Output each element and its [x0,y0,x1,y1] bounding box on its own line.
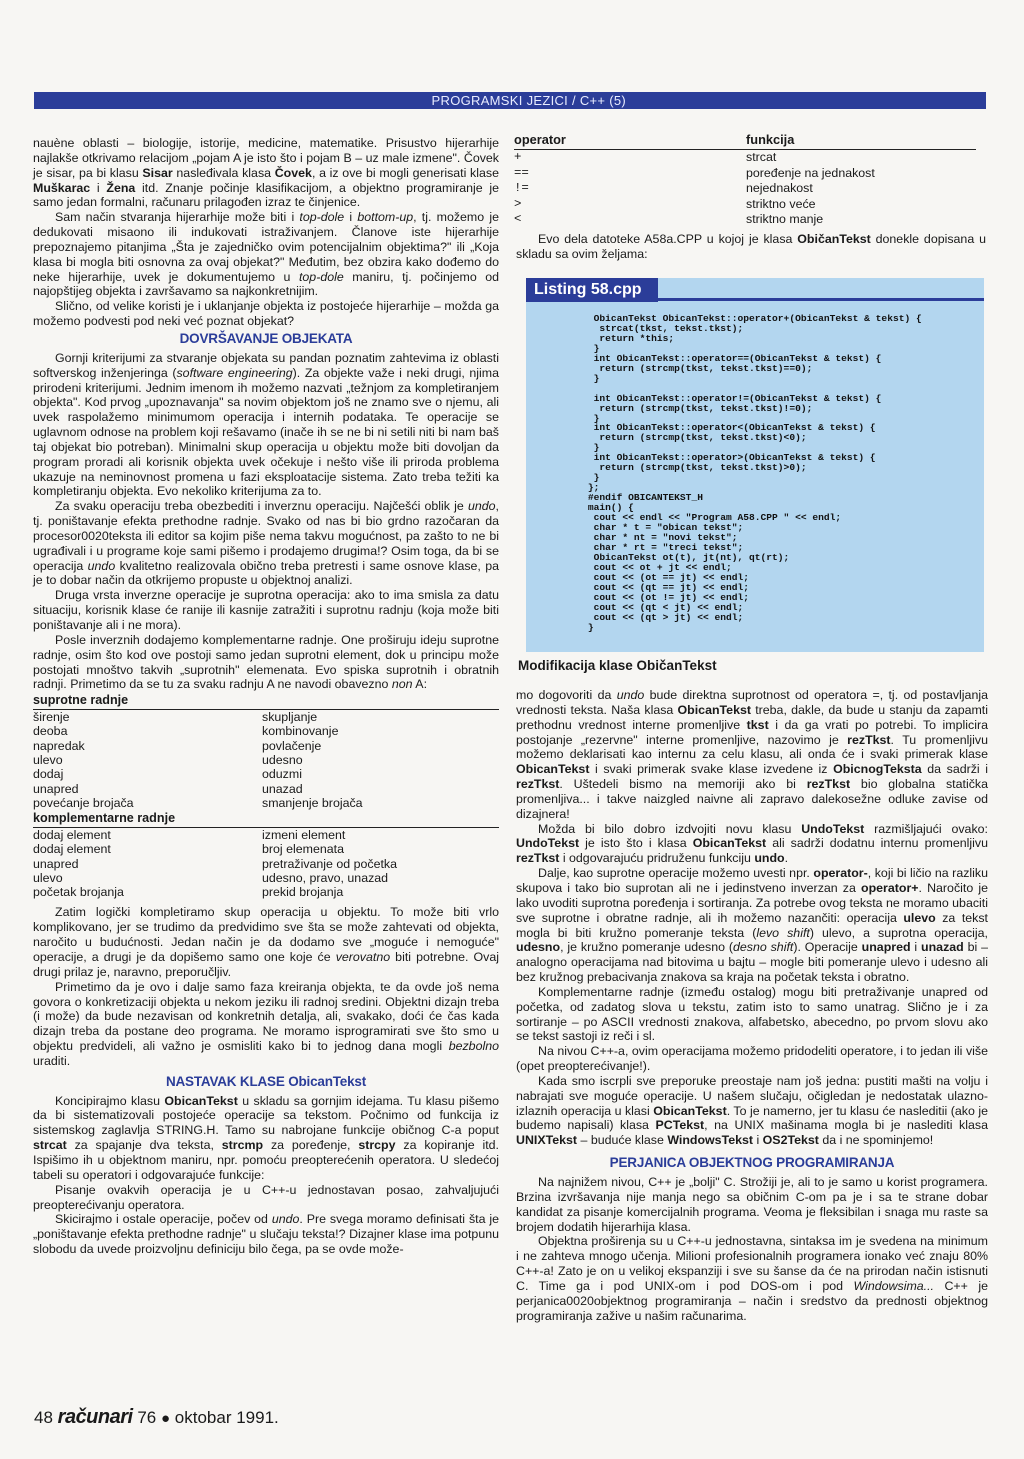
paragraph: Za svaku operaciju treba obezbediti i inverznu operaciju. Najčešći oblik je undo, tj. poništavanje efekta prethodne radnje. Svako od nas bi bio grdno razočaran da procesor0020teksta ili editor sa kojim piše nema takvu mogućnost, pa zašto to ne bi ugrađivali i u programe koje sami pišemo i prodajemo drugima!? Osim toga, da bi se operacija undo kvalitetno realizovala obično treba pretresti i same osnove klase, pa je to dobar način da otkrijemo propuste u objektnoj analizi. [33,499,499,588]
code-listing [526,278,984,652]
function-cell: strcat [746,150,777,164]
table-cell: povećanje brojača [33,795,134,810]
table-cell: oduzmi [262,767,302,782]
paragraph: Slično, od velike koristi je i uklanjanje objekta iz postojeće hijerarhije – možda ga možemo podvesti pod neki već poznat objekat? [33,299,499,329]
operator-cell: + [514,150,522,164]
table-cell: dodaj element [33,842,111,857]
paragraph: Kada smo iscrpli sve preporuke preostaje nam još jedna: pustiti mašti na volju i nabrajati sve moguće operacije. U našem slučaju, očigledan je nedostatak ulazno-izlaznih operacija u klasi ObicanTekst. To je namerno, jer tu klasu će nasleditii (ako je budemo napisali) klasa PCTekst, na UNIX mašinama mogla bi je naslediti klasa UNIXTekst – buduće klase WindowsTekst i OS2Tekst da i ne spominjemo! [516,1073,988,1148]
listing-caption: Modifikacija klase ObičanTekst [518,658,717,673]
header-title: PROGRAMSKI JEZICI / C++ (5) [431,93,626,108]
table-cell: dodaj element [33,827,111,842]
paragraph: Posle inverznih dodajemo komplementarne radnje. One proširuju ideju suprotne radnje, osim što kod ove postoji samo jedan suprotni element, dok u principu može postojati mnoštvo takvih „suprotnih" elemenata. Evo spiska suprotnih i obratnih radnji. Primetimo da se tu za svaku radnju A ne navodi obavezno non A: [33,632,499,692]
table-cell: udesno [262,752,303,767]
col-operator: operator [514,132,566,147]
table-heading-suprotne: suprotne radnje [33,693,499,710]
paragraph: Na nivou C++-a, ovim operacijama možemo pridodeliti operatore, i to jedan ili više (opet preopterećivanje!). [516,1044,988,1074]
table-heading-komplementarne: komplementarne radnje [33,811,499,828]
col-funkcija: funkcija [746,132,795,147]
paragraph: Komplementarne radnje (između ostalog) mogu biti pretraživanje unapred od početka, od zadatog slova u tekstu, zatim isto to samo unatrag. Slično je i za sortiranje – po ASCII vrednosti znakova, alfabetsko, abecedno, po prvom slovu ako se tekst sastoji iz reči i sl. [516,984,988,1044]
table-row [33,871,499,885]
function-cell: striktno manje [746,212,824,227]
paragraph: nauène oblasti – biologije, istorije, medicine, matematike. Prisustvo hijerarhije najlakše otkrivamo relacijom „pojam A je isto što i pojam B – uz male izmene". Čovek je sisar, pa bi klasu Sisar nasleđivala klasa Čovek, a iz ove bi mogli generisati klase Muškarac i Žena itd. Znanje počinje klasifikacijom, a objektno programiranje je samo jedan formalni, računaru prilagođen izraz te činjenice. [33,136,499,210]
table-cell: ulevo [33,752,63,767]
table-row [33,842,499,856]
operator-table [514,132,976,228]
paragraph: Skicirajmo i ostale operacije, počev od undo. Pre svega moramo definisati šta je „poništavanje efekta prethodne radnje" u slučaju teksta!? Dizajner klase ima potpunu slobodu da uvede proizvoljnu definiciju bilo čega, pa se ovde može- [33,1212,500,1257]
table-row [33,753,499,767]
listing-code: ObicanTekst ObicanTekst::operator+(ObicanTekst & tekst) { strcat(tkst, tekst.tkst); return *this; } int ObicanTekst::operator==(ObicanTekst & tekst) { return (strcmp(tkst, tekst.tkst)==0); } int ObicanTekst::operator!=(ObicanTekst & tekst) { return (strcmp(tkst, tekst.tkst)!=0); } int ObicanTekst::operator<(ObicanTekst & tekst) { return (strcmp(tkst, tekst.tkst)<0); } int ObicanTekst::operator>(ObicanTekst & tekst) { return (strcmp(tkst, tekst.tkst)>0); } }; #endif OBICANTEKST_H main() { cout << endl << "Program A58.CPP " << endl; char * t = "obican tekst"; char * nt = "novi tekst"; char * rt = "treci tekst"; ObicanTekst ot(t), jt(nt), qt(rt); cout << ot + jt << endl; cout << (ot == jt) << endl; cout << (qt == jt) << endl; cout << (ot != jt) << endl; cout << (qt < jt) << endl; cout << (qt > jt) << endl; } [587,313,922,633]
table-cell: prekid brojanja [262,885,344,900]
paragraph: Evo dela datoteke A58a.CPP u kojoj je klasa ObičanTekst donekle dopisana u skladu sa ovim željama: [516,232,986,261]
paragraph: Objektna proširenja su u C++-u jednostavna, sintaksa im je svedena na minimum i ne zahteva mnogo učenja. Milioni profesionalnih programera ionako već znaju 80% C++-a! Zato je on u velikoj ekspanziji i sve su šanse da će na prirodan način istisnuti C. Time ga i pod UNIX-om i pod DOS-om i pod Windowsima... C++ je perjanica0020objektnog programiranja – način i sredstvo da prednosti objektnog programiranja zaživе u našim računarima. [516,1234,988,1323]
table-cell: deoba [33,724,68,739]
bullet-icon: ● [160,1410,171,1427]
table-cell: kombinovanje [262,724,339,739]
table-row [33,710,499,724]
issue-date: oktobar 1991. [174,1408,279,1427]
operator-cell: < [514,212,522,227]
right-column [516,688,988,1323]
paragraph: mo dogovoriti da undo bude direktna suprotnost od operatora =, tj. od postavljanja vrednosti teksta. Naša klasa ObicanTekst treba, dakle, da bude u stanju da zapamti prethodnu vrednost interne promenljive tkst i da ga vrati po potrebi. To implicira postojanje „rezervne" interne promenljive, nazovimo je rezTkst. Tu promenljivu možemo deklarisati kao internu za celu klasu, ali onda će i svaki primerak klase ObicanTekst i svaki primerak svake klase izvedene iz ObicnogTeksta da sadrži i rezTkst. Uštedeli bismo na memoriji ako bi rezTkst bio globalna statička promenljiva... i takve naizgled naivne ali zapravo dalekosežne odluke zavise od dizajnera! [516,688,989,821]
page-number: 48 [34,1408,53,1427]
paragraph: Na najnižem nivou, C++ je „bolji" C. Strožiji je, ali to je samo u korist programera. Brzina izvršavanja nije manja nego sa običnim C-om pa je i sa te strane dobar kandidat za pisanje komercijalnih programa. Veoma je fleksibilan i snaga mu raste sa brojem dodatih hijerarhija klasa. [516,1175,988,1234]
listing-intro [516,232,986,262]
paragraph: Primetimo da je ovo i dalje samo faza kreiranja objekta, te da ovde još nema govora o konkretizaciji objekta u nekom jeziku ili radnoj sredini. Objektni dizajn treba (i može) da bude nezavisan od konkretnih detalja, ali, svakako, doći će čas kada dizajn treba da postane deo programa. Ne moramo isprogramirati sve što smo u objektu predvideli, ali važno je osmisliti kako bi to jednog dana mogli bezbolno uraditi. [33,979,499,1068]
table-cell: ulevo [33,870,63,885]
table-row [33,767,499,781]
table-cell: smanjenje brojača [262,795,363,810]
paragraph: Gornji kriterijumi za stvaranje objekata su pandan poznatim zahtevima iz oblasti softverskog inženjeringa (software engineering). Za objekte važe i neki drugi, njima prirodeni kriterijumi. Jednim imenom ih možemo nazvati „težnjom za kompletiranjem objekta". Kod prvog „upoznavanja" sa novim objektom još ne znamo sve o njemu, ali uvek raspolažemo minimumom operacija i internih podataka. Te operacije se uglavnom odnose na problem koji rešavamo (inače ih se ne bi ni setili niti bi nam baš taj objekat bio potreban). Minimalni skup operacija u objektu može biti dovoljan da program proradi ali korisnik objekta uvek očekuje i nešto više ili priroda problema ukazuje na neminovnost promena u fazi eksploatacije sistema. Zato treba težiti ka kompletiranju objekta. Evo nekoliko kriterijuma za to. [33,350,500,499]
function-cell: poređenje na jednakost [746,165,875,180]
table-row [514,150,976,166]
paragraph: Pisanje ovakvih operacija je u C++-u jednostavan posao, zahvaljujući preopterećivanju operatora. [33,1182,499,1212]
table-cell: unapred [33,781,79,796]
paragraph: Zatim logički kompletiramo skup operacija u objektu. To može biti vrlo komplikovano, jer se trudimo da predvidimo sve šta se može zahtevati od objekta, naročito u budućnosti. Jedan način je da dodamo sve „moguće i nemoguće" operacije, a drugi je da dopišemo samo one koje će verovatno biti potrebne. Ovaj drugi prilaz je, naravno, preporučljiv. [33,905,499,979]
section-heading: NASTAVAK KLASE ObicanTekst [165,1073,367,1090]
table-cell: pretraživanje od početka [262,856,398,871]
table-row [514,197,976,213]
page-footer [34,1406,279,1429]
left-column [33,136,499,1257]
suprotne-radnje-table [33,710,499,810]
table-cell: dodaj [33,767,64,782]
operator-table-header [514,132,976,150]
table-cell: izmeni element [262,827,346,842]
table-row [33,724,499,738]
issue-number: 76 [137,1408,157,1427]
listing-title: Listing 58.cpp [526,278,658,302]
section-heading: DOVRŠAVANJE OBJEKATA [179,330,353,347]
komplementarne-radnje-table [33,828,499,899]
table-row [33,828,499,842]
paragraph: Koncipirajmo klasu ObicanTekst u skladu sa gornjim idejama. Tu klasu pišemo da bi sistematizovali postojeće operacije sa tekstom. Počnimo od funkcija iz sistemskog zaglavlja STRING.H. Tamo su nabrojane funkcije običnog C-a poput strcat za spajanje dva teksta, strcmp za poređenje, strcpy za kopiranje itd. Ispišimo ih u objektnom maniru, npr. pomoću preopterećenih operatora. U sledećoj tabeli su operatori i odgovarajuće funkcije: [33,1093,499,1182]
operator-cell: > [514,196,522,211]
table-cell: početak brojanja [33,885,124,900]
paragraph: Sam način stvaranja hijerarhije može biti i top-dole i bottom-up, tj. možemo je dedukovati misaono ili indukovati istraživanjem. Članove iste hijerarhije prepoznajemo pitanjima „Šta je zajedničko ovim potencijalnim objektima?" ili „Koja klasa bi mogla biti osnovna za ovaj objekat?" Međutim, bez obzira kako dođemo do neke hijerarhije, uvek je dokumentujemo u top-dole maniru, tj. počinjemo od najopštijeg objekta i završavamo sa najkonkretnijim. [33,210,500,299]
table-row [33,885,499,899]
table-cell: povlačenje [262,738,322,753]
table-row [33,782,499,796]
table-cell: udesno, pravo, unazad [262,870,389,885]
function-cell: nejednakost [746,181,813,196]
paragraph: Druga vrsta inverzne operacije je suprotna operacija: ako to ima smisla za datu situaciju, korisnik klase će ranije ili kasnije zatražiti i suprotnu radnju (koja može biti poništavanje ali i ne mora). [33,588,499,632]
table-cell: unapred [33,856,79,871]
header-bar [34,92,986,109]
operator-cell: != [514,181,529,196]
section-heading: PERJANICA OBJEKTNOG PROGRAMIRANJA [609,1154,895,1171]
table-cell: širenje [33,710,70,725]
function-cell: striktno veće [746,196,816,211]
table-row [514,181,976,197]
table-row [33,796,499,810]
table-row [33,739,499,753]
listing-rule [658,298,984,301]
operator-cell: == [514,165,529,180]
table-row [33,857,499,871]
table-cell: broj elemenata [262,842,344,857]
table-row [514,166,976,182]
table-cell: unazad [262,781,303,796]
table-cell: napredak [33,738,85,753]
magazine-logo: računari [57,1406,133,1428]
paragraph: Dalje, kao suprotne operacije možemo uvesti npr. operator-, koji bi ličio na razliku skupova i tako bio suprotan ali ne i jedinstveno inverzan za operator+. Naročito je lako uvoditi suprotna poređenja i sortiranja. Za potrebe ovog teksta ne moramo ubaciti sve suprotne i obratne radnje, ali ih možemo nazančiti: operacija ulevo za tekst mogla bi biti kružno pomeranje teksta (levo shift) ulevo, a suprotna operacija, udesno, je kružno pomeranje udesno (desno shift). Operacije unapred i unazad bi – analogno operacijama nad bitovima u bajtu – mogle biti pomeranje ulevo i udesno ali bez kružnog prebacivanja znakova sa kraja na početak teksta i obratno. [516,866,988,985]
table-row [514,212,976,228]
paragraph: Možda bi bilo dobro izdvojiti novu klasu UndoTekst razmišljajući ovako: UndoTekst je isto što i klasa ObicanTekst ali sadrži dodatnu internu promenljivu rezTkst i odgovarajuću pridruženu funkciju undo. [516,821,988,866]
table-cell: skupljanje [262,710,318,725]
